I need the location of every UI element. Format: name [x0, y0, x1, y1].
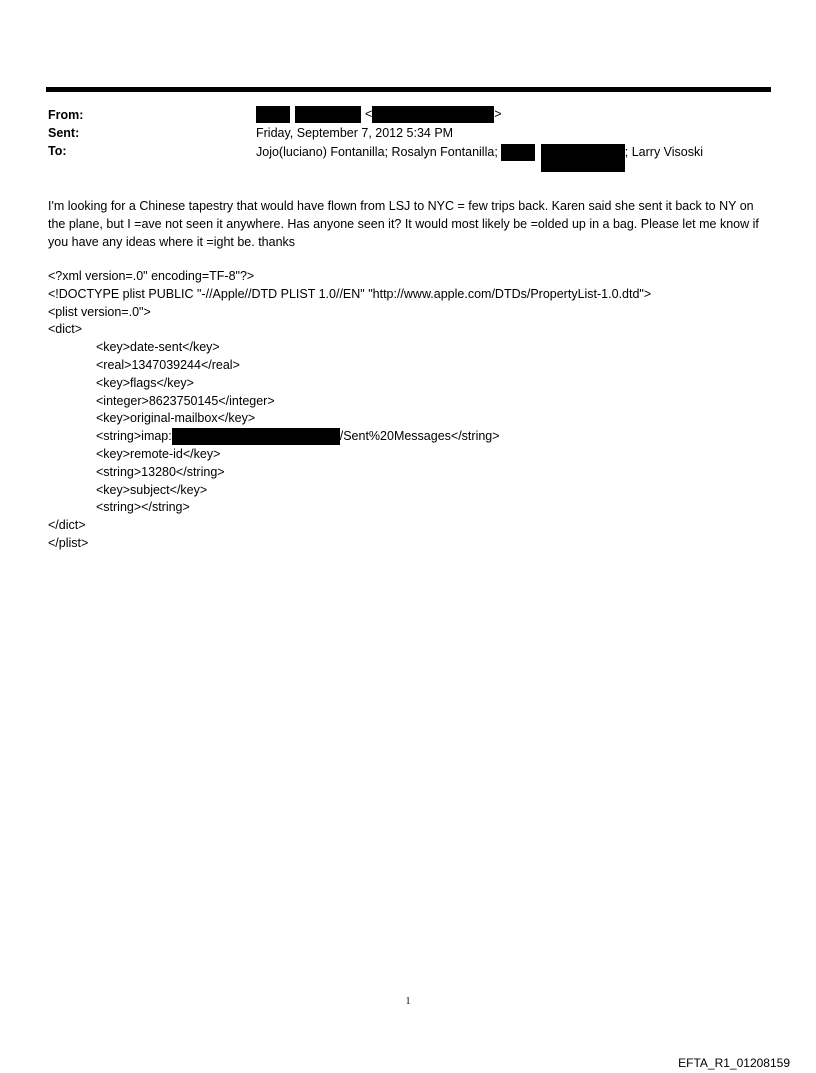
- redaction-block: [295, 106, 361, 123]
- to-recipients-part2: ; Larry Visoski: [624, 144, 704, 159]
- plist-block: [48, 268, 651, 553]
- plist-line: <key>date-sent</key>: [96, 340, 220, 355]
- plist-line-start: <string>imap:: [96, 429, 172, 444]
- plist-line: <!DOCTYPE plist PUBLIC "-//Apple//DTD PLIST 1.0//EN" "http://www.apple.com/DTDs/PropertyList-1.0.dtd">: [48, 286, 652, 301]
- redaction-block: [172, 428, 340, 445]
- from-value: [256, 106, 502, 123]
- email-body: I'm looking for a Chinese tapestry that would have flown from LSJ to NYC = few trips back. Karen said she sent it back to NY on the plane, but I =ave not seen it anywhere. Has anyone seen it? It would most likely be =olded up in a bag. Please let me know if you have any ideas where it =ight be. thanks: [48, 199, 759, 249]
- redaction-block: [256, 106, 290, 123]
- plist-line: [48, 428, 651, 446]
- plist-line: <key>remote-id</key>: [96, 446, 221, 461]
- plist-line: </dict>: [48, 518, 86, 533]
- sent-value: Friday, September 7, 2012 5:34 PM: [256, 126, 454, 140]
- plist-line: <string></string>: [96, 500, 190, 515]
- document-id: EFTA_R1_01208159: [678, 1056, 790, 1070]
- plist-line: <key>subject</key>: [96, 482, 208, 497]
- to-label: To:: [48, 144, 67, 158]
- plist-line: <plist version=.0">: [48, 304, 151, 319]
- header-rule: [46, 87, 771, 92]
- page-number: 1: [405, 996, 411, 1007]
- sent-label: Sent:: [48, 126, 80, 140]
- redaction-block: [372, 106, 494, 123]
- from-label: From:: [48, 108, 84, 122]
- plist-line: <real>1347039244</real>: [96, 357, 240, 372]
- plist-line: <string>13280</string>: [96, 464, 225, 479]
- plist-line: <?xml version=.0" encoding=TF-8"?>: [48, 269, 255, 283]
- from-email-open: <: [364, 106, 373, 121]
- to-recipients-part1: Jojo(luciano) Fontanilla; Rosalyn Fontanilla;: [256, 144, 498, 159]
- from-email-close: >: [494, 106, 502, 121]
- redaction-block: [541, 144, 625, 172]
- plist-line: <dict>: [48, 322, 83, 337]
- plist-line: <key>flags</key>: [96, 375, 194, 390]
- plist-line: </plist>: [48, 535, 89, 550]
- plist-line: <integer>8623750145</integer>: [96, 393, 275, 408]
- plist-line-end: /Sent%20Messages</string>: [339, 429, 500, 444]
- redaction-block: [501, 144, 535, 161]
- to-value: [256, 144, 703, 172]
- plist-line: <key>original-mailbox</key>: [96, 411, 256, 426]
